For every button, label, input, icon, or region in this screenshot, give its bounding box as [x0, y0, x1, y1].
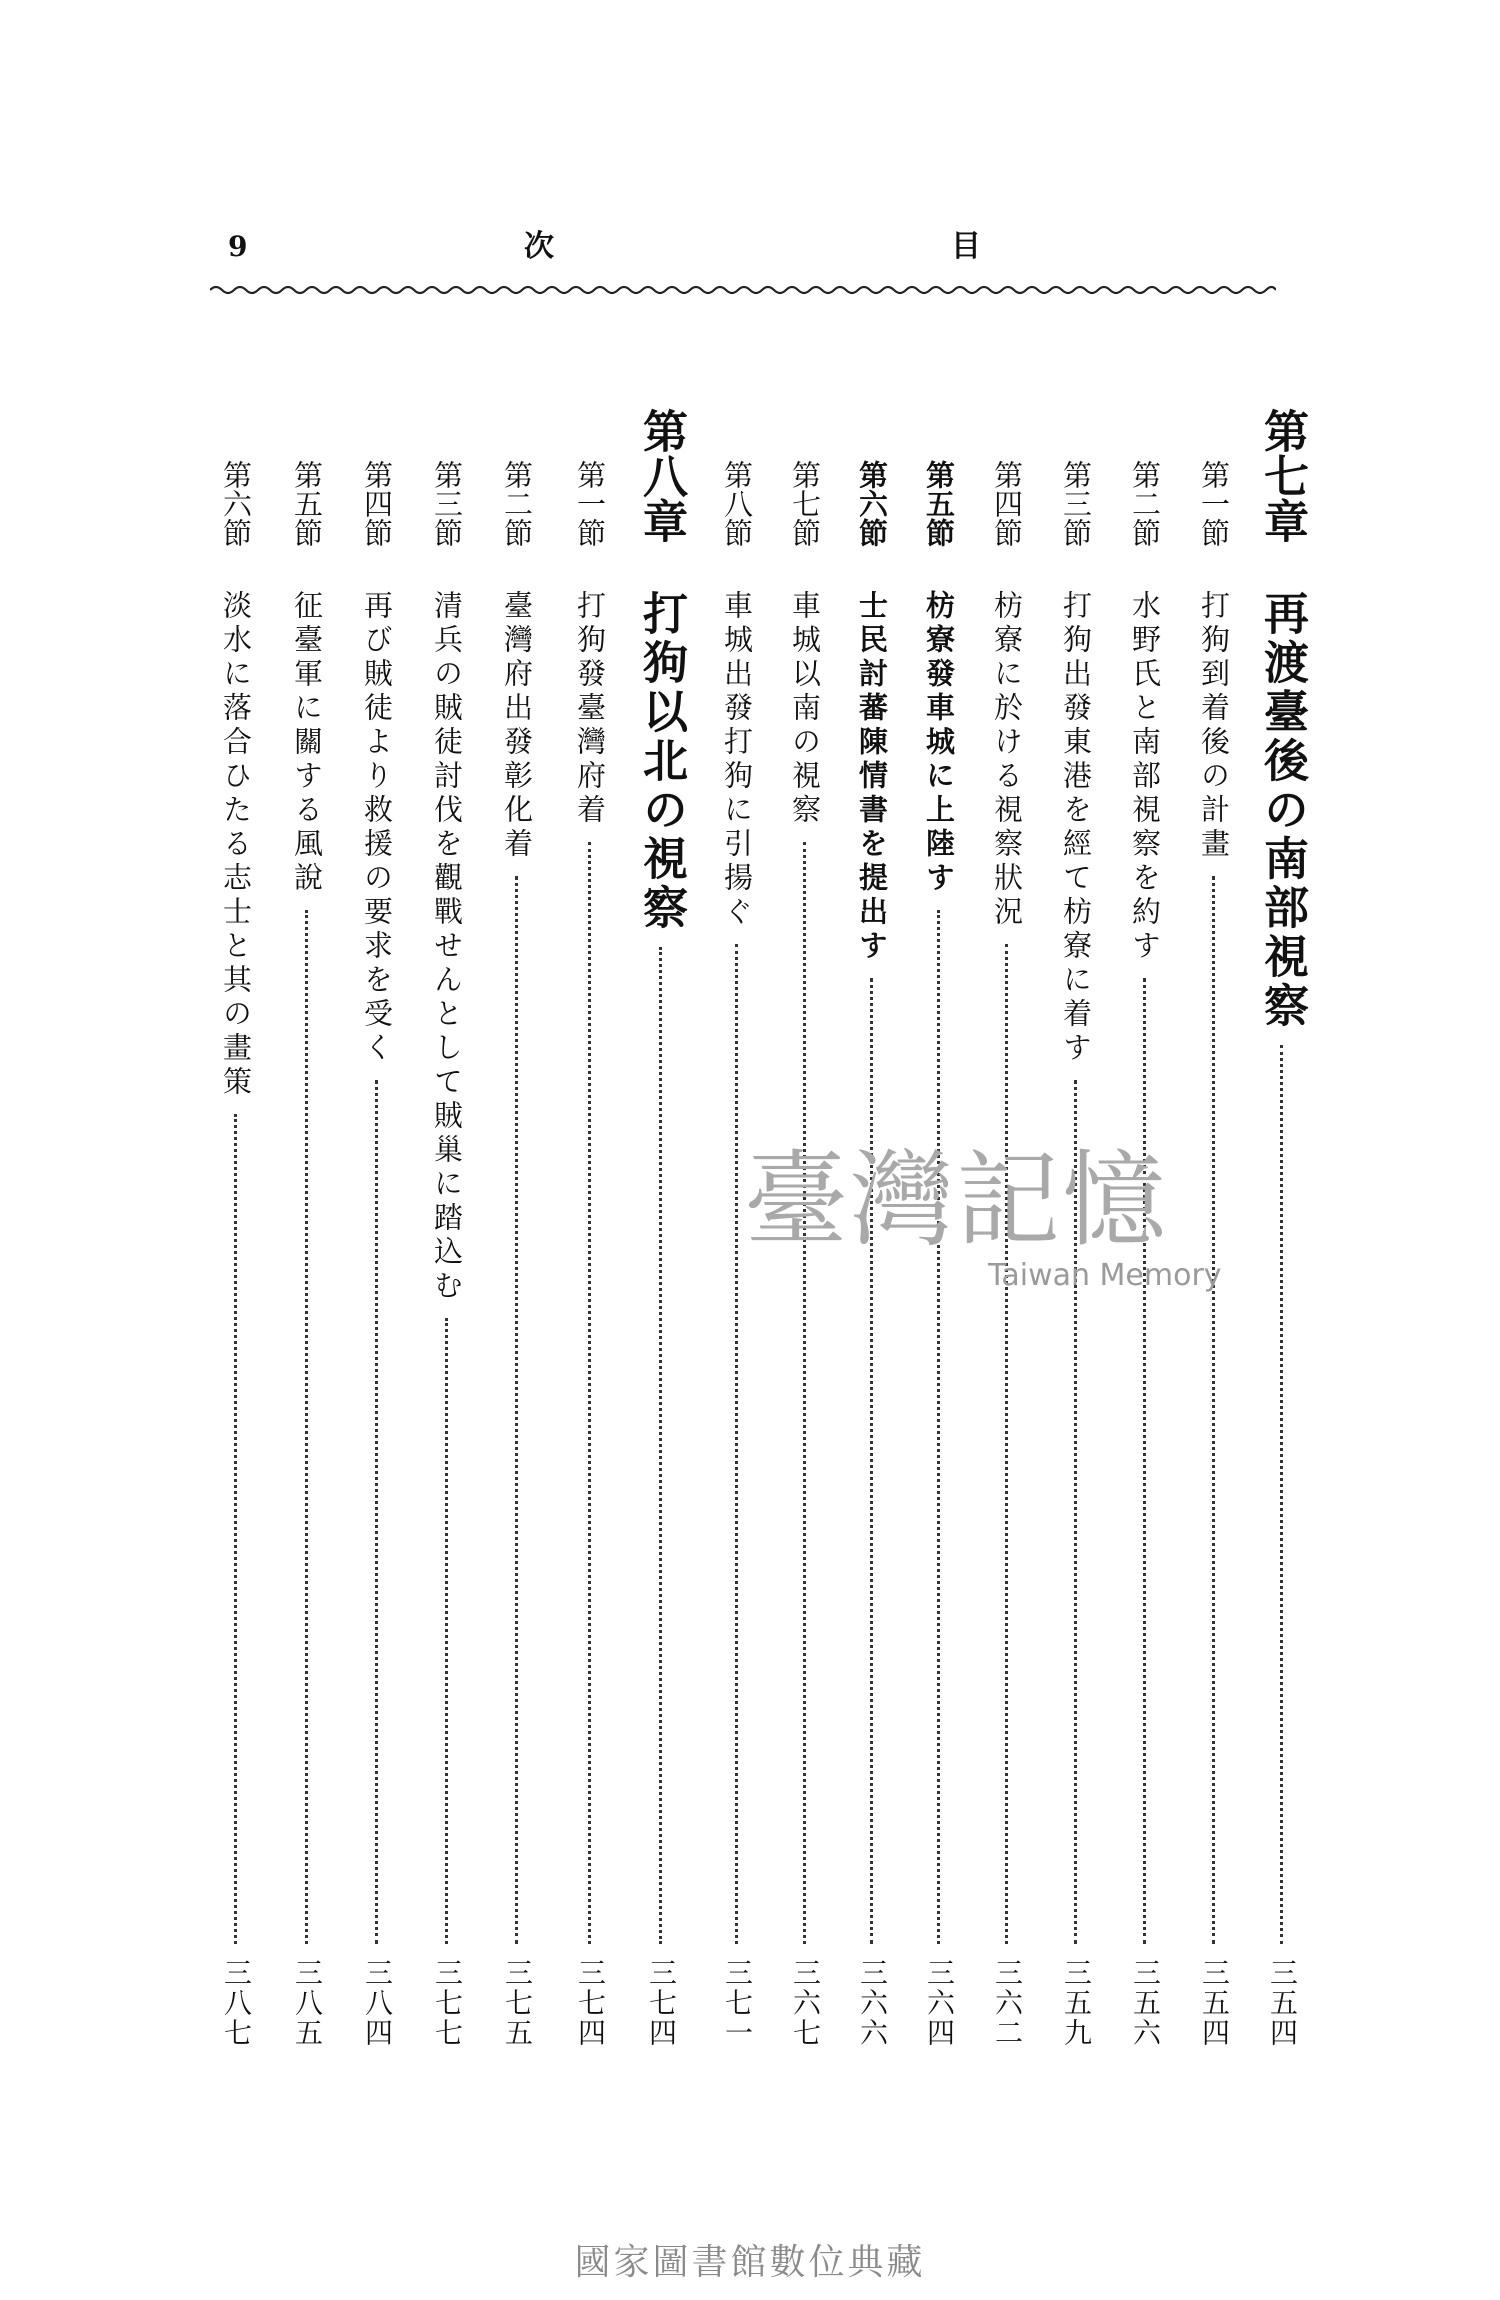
- page-number: 9: [228, 230, 248, 263]
- leader-dots: [375, 1080, 378, 1944]
- leader-dots: [305, 910, 308, 1944]
- leader-dots: [588, 842, 591, 1944]
- section-page: 三五九: [1060, 1958, 1093, 2048]
- section-label: 第四節: [990, 460, 1024, 547]
- section-title: 枋寮發車城に上陸す: [922, 590, 956, 896]
- section-label: 第四節: [360, 460, 394, 547]
- section-page: 三六六: [856, 1958, 889, 2048]
- section-title: 打狗出發東港を經て枋寮に着す: [1059, 590, 1093, 1066]
- leader-dots: [445, 1318, 448, 1944]
- leader-dots: [870, 978, 873, 1944]
- leader-dots: [1212, 876, 1215, 1944]
- section-label: 第六節: [219, 460, 253, 547]
- leader-dots: [515, 876, 518, 1944]
- section-page: 三八四: [361, 1958, 394, 2048]
- leader-dots: [803, 842, 806, 1944]
- section-title: 車城出發打狗に引揚ぐ: [720, 590, 754, 930]
- section-title: 臺灣府出發彰化着: [500, 590, 534, 862]
- section-page: 三八七: [220, 1958, 253, 2048]
- section-label: 第二節: [1128, 460, 1162, 547]
- section-title: 打狗到着後の計畫: [1197, 590, 1231, 862]
- section-title: 征臺軍に關する風說: [290, 590, 324, 896]
- section-page: 三六二: [991, 1958, 1024, 2048]
- watermark: [744, 1140, 1224, 1320]
- section-title: 枋寮に於ける視察狀況: [990, 590, 1024, 930]
- header-label-right: 目: [951, 229, 981, 264]
- watermark-chinese: 臺灣記憶: [744, 1139, 1169, 1261]
- section-label: 第八節: [720, 460, 754, 547]
- section-label: 第七節: [788, 460, 822, 547]
- section-title: 水野氏と南部視察を約す: [1128, 590, 1162, 964]
- section-page: 三七四: [574, 1958, 607, 2048]
- section-title: 清兵の賊徒討伐を觀戰せんとして賊巢に踏込む: [430, 590, 464, 1304]
- leader-dots: [735, 944, 738, 1944]
- header-label-left: 次: [524, 229, 554, 264]
- leader-dots: [1143, 978, 1146, 1944]
- section-label: 第三節: [430, 460, 464, 547]
- section-page: 三五六: [1129, 1958, 1162, 2048]
- chapter-page: 三五四: [1266, 1958, 1299, 2048]
- chapter-page: 三七四: [645, 1958, 678, 2048]
- section-label: 第五節: [922, 460, 956, 547]
- section-page: 三七七: [431, 1958, 464, 2048]
- section-page: 三六四: [923, 1958, 956, 2048]
- footer-library-credit: 國家圖書館數位典藏: [574, 2242, 926, 2283]
- section-label: 第三節: [1059, 460, 1093, 547]
- watermark-english: Taiwan Memory: [988, 1258, 1222, 1293]
- leader-dots: [1005, 944, 1008, 1944]
- section-page: 三七五: [501, 1958, 534, 2048]
- chapter-label: 第七章: [1256, 408, 1309, 543]
- section-page: 三八五: [291, 1958, 324, 2048]
- section-title: 打狗發臺灣府着: [573, 590, 607, 828]
- header-wavy-rule: [210, 283, 1276, 297]
- section-label: 第五節: [290, 460, 324, 547]
- chapter-title: 再渡臺後の南部視察: [1256, 590, 1309, 1031]
- leader-dots: [659, 947, 662, 1944]
- leader-dots: [234, 1114, 237, 1944]
- section-page: 三六七: [789, 1958, 822, 2048]
- section-title: 車城以南の視察: [788, 590, 822, 828]
- section-page: 三五四: [1198, 1958, 1231, 2048]
- section-label: 第一節: [1197, 460, 1231, 547]
- section-label: 第一節: [573, 460, 607, 547]
- chapter-label: 第八章: [635, 408, 688, 543]
- section-label: 第二節: [500, 460, 534, 547]
- leader-dots: [937, 910, 940, 1944]
- section-page: 三七一: [721, 1958, 754, 2048]
- section-title: 士民討蕃陳情書を提出す: [855, 590, 889, 964]
- chapter-title: 打狗以北の視察: [635, 590, 688, 933]
- section-label: 第六節: [855, 460, 889, 547]
- section-title: 再び賊徒より救援の要求を受く: [360, 590, 394, 1066]
- leader-dots: [1280, 1045, 1283, 1944]
- section-title: 淡水に落合ひたる志士と其の畫策: [219, 590, 253, 1100]
